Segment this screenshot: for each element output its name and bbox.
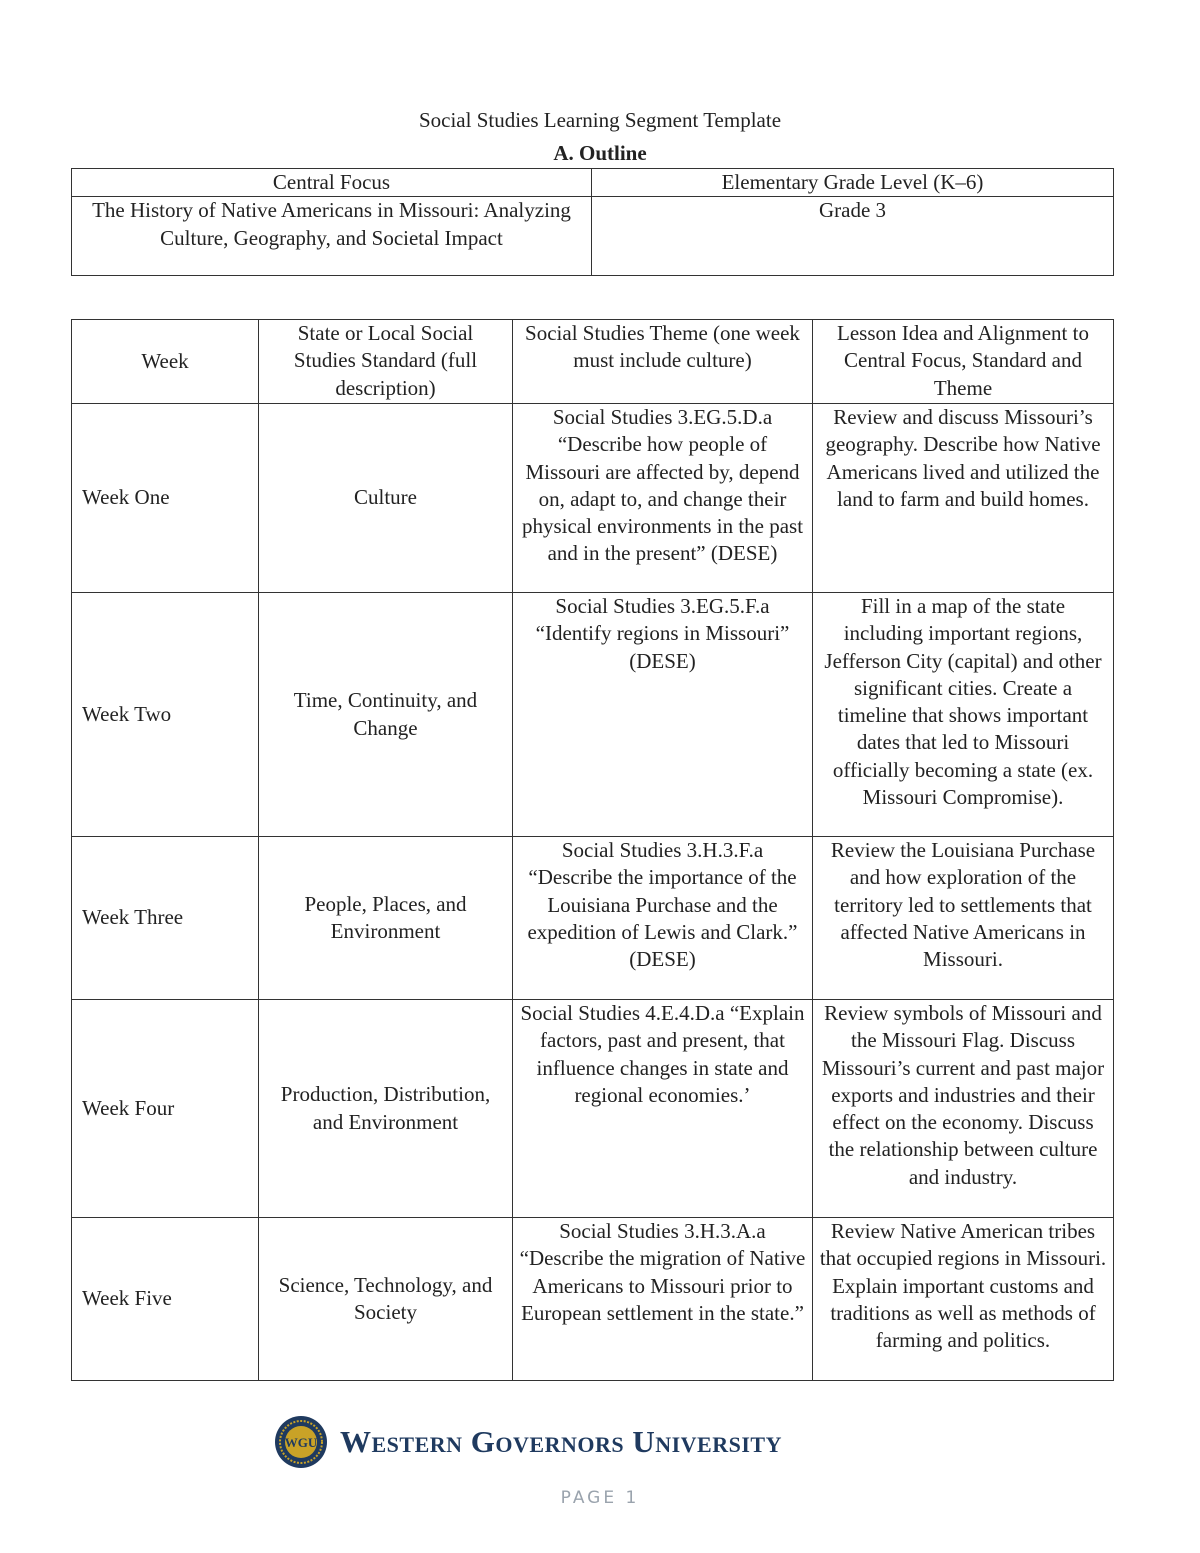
standard-column-header: State or Local Social Studies Standard (full description) xyxy=(259,320,513,404)
table-row xyxy=(72,1218,1114,1381)
standard-cell: Time, Continuity, and Change xyxy=(259,593,513,837)
table-row xyxy=(72,1000,1114,1218)
lesson-cell: Review symbols of Missouri and the Missouri Flag. Discuss Missouri’s current and past major exports and industries and their effect on the economy. Discuss the relationship between culture and industry. xyxy=(813,1000,1114,1218)
standard-cell: People, Places, and Environment xyxy=(259,837,513,1000)
lesson-cell: Review Native American tribes that occupied regions in Missouri. Explain important customs and traditions as well as methods of farming and politics. xyxy=(813,1218,1114,1381)
table-header-row xyxy=(72,320,1114,404)
grade-level-value: Grade 3 xyxy=(592,197,1114,276)
week-cell: Week Three xyxy=(72,837,259,1000)
central-focus-value: The History of Native Americans in Missouri: Analyzing Culture, Geography, and Societal Impact xyxy=(72,197,592,276)
lesson-cell: Review and discuss Missouri’s geography. Describe how Native Americans lived and utilized the land to farm and build homes. xyxy=(813,404,1114,593)
lesson-cell: Review the Louisiana Purchase and how exploration of the territory led to settlements that affected Native Americans in Missouri. xyxy=(813,837,1114,1000)
week-cell: Week Five xyxy=(72,1218,259,1381)
standard-cell: Science, Technology, and Society xyxy=(259,1218,513,1381)
page-number: PAGE 1 xyxy=(560,1488,640,1508)
theme-cell: Social Studies 3.H.3.A.a “Describe the migration of Native Americans to Missouri prior to European settlement in the state.” xyxy=(513,1218,813,1381)
week-cell: Week One xyxy=(72,404,259,593)
lesson-cell: Fill in a map of the state including important regions, Jefferson City (capital) and other significant cities. Create a timeline that shows important dates that led to Missouri officially becoming a state (ex. Missouri Compromise). xyxy=(813,593,1114,837)
outline-table xyxy=(71,168,1114,276)
table-row xyxy=(72,404,1114,593)
grade-level-header: Elementary Grade Level (K–6) xyxy=(592,169,1114,197)
section-heading: A. Outline xyxy=(553,141,647,165)
weeks-table xyxy=(71,319,1114,1381)
theme-cell: Social Studies 3.EG.5.D.a “Describe how people of Missouri are affected by, depend on, adapt to, and change their physical environments in the past and in the present” (DESE) xyxy=(513,404,813,593)
lesson-column-header: Lesson Idea and Alignment to Central Focus, Standard and Theme xyxy=(813,320,1114,404)
wgu-seal-icon xyxy=(274,1415,328,1469)
theme-column-header: Social Studies Theme (one week must include culture) xyxy=(513,320,813,404)
week-cell: Week Four xyxy=(72,1000,259,1218)
table-row xyxy=(72,593,1114,837)
table-row xyxy=(72,837,1114,1000)
svg-text:WGU: WGU xyxy=(284,1435,318,1450)
theme-cell: Social Studies 4.E.4.D.a “Explain factors, past and present, that influence changes in state and regional economies.’ xyxy=(513,1000,813,1218)
week-column-header: Week xyxy=(72,320,259,404)
standard-cell: Culture xyxy=(259,404,513,593)
theme-cell: Social Studies 3.EG.5.F.a “Identify regions in Missouri” (DESE) xyxy=(513,593,813,837)
central-focus-header: Central Focus xyxy=(72,169,592,197)
wgu-logo xyxy=(274,1414,934,1470)
standard-cell: Production, Distribution, and Environment xyxy=(259,1000,513,1218)
document-title: Social Studies Learning Segment Template xyxy=(418,108,782,132)
week-cell: Week Two xyxy=(72,593,259,837)
wgu-wordmark: Western Governors University xyxy=(340,1424,782,1459)
theme-cell: Social Studies 3.H.3.F.a “Describe the importance of the Louisiana Purchase and the expedition of Lewis and Clark.” (DESE) xyxy=(513,837,813,1000)
